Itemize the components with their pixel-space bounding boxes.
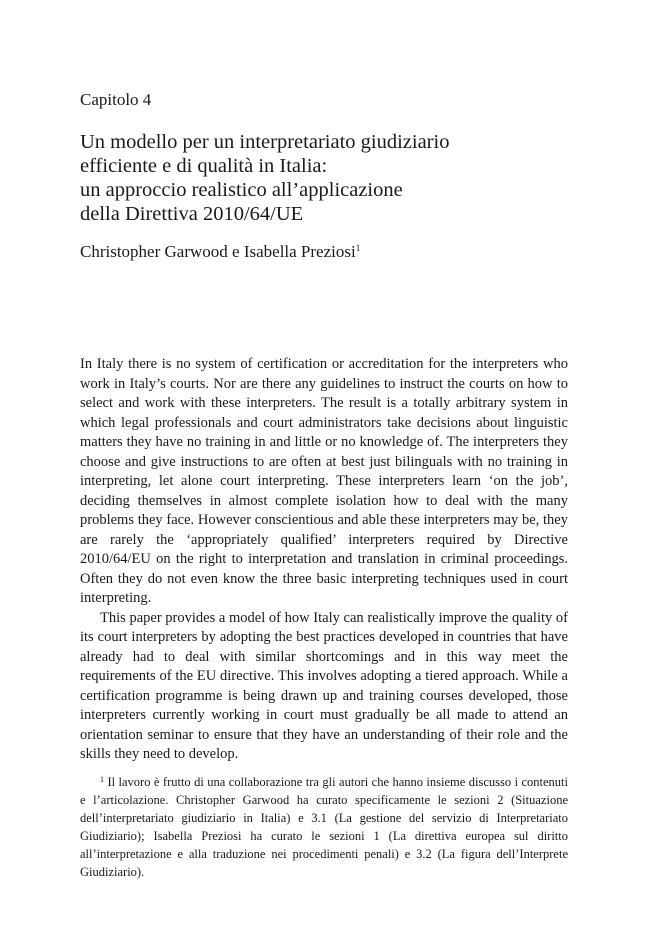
title-line: un approccio realistico all’applicazione [80, 179, 403, 201]
authors [80, 242, 360, 262]
author-names: Christopher Garwood e Isabella Preziosi [80, 242, 356, 261]
footnote [80, 771, 568, 881]
chapter-title [80, 130, 449, 226]
footnote-marker: 1 [355, 243, 361, 253]
chapter-label: Capitolo 4 [80, 90, 152, 109]
footnote-number: 1 [100, 775, 104, 784]
footnote-text: Il lavoro è frutto di una collaborazione tra gli autori che hanno insieme discusso i contenuti e l’articolazione. Christopher Garwood ha curato specificamente le sezioni 2 (Situazione dell’interpretariato giudiziario in Italia) e 3.1 (La gestione del servizio di Interpretariato Giudiziario); Isabella Preziosi ha curato le sezioni 1 (La direttiva europea sul diritto all’interpretazione e alla traduzione nei procedimenti penali) e 3.2 (La figura dell’Interprete Giudiziario). [80, 775, 568, 879]
abstract-paragraph: In Italy there is no system of certification or accreditation for the interpreters who work in Italy’s courts. Nor are there any guidelines to instruct the courts on how to select and work with these interpreters. The result is a totally arbitrary system in which legal professionals and court administrators take decisions about linguistic matters they have no training in and little or no knowledge of. The interpreters they choose and give instructions to are often at best just bilinguals with no training in interpreting, let alone court interpreting. These interpreters learn ‘on the job’, deciding themselves in almost complete isolation how to deal with the many problems they face. However conscientious and able these interpreters may be, they are rarely the ‘appropriately qualified’ interpreters required by Directive 2010/64/EU on the right to interpretation and translation in criminal proceedings. Often they do not even know the three basic interpreting techniques used in court interpreting. [80, 356, 568, 606]
title-line: Un modello per un interpretariato giudiziario [80, 131, 450, 153]
abstract-paragraph: This paper provides a model of how Italy can realistically improve the quality of its court interpreters by adopting the best practices developed in countries that have already had to deal with similar shortcomings and in this way meet the requirements of the EU directive. This involves adopting a tiered approach. While a certification programme is being drawn up and training courses developed, those interpreters currently working in court must gradually be all made to attend an orientation seminar to ensure that they have an understanding of their role and the skills they need to develop. [80, 609, 568, 762]
abstract [80, 355, 568, 765]
title-line: della Direttiva 2010/64/UE [80, 203, 304, 225]
title-line: efficiente e di qualità in Italia: [80, 155, 328, 177]
